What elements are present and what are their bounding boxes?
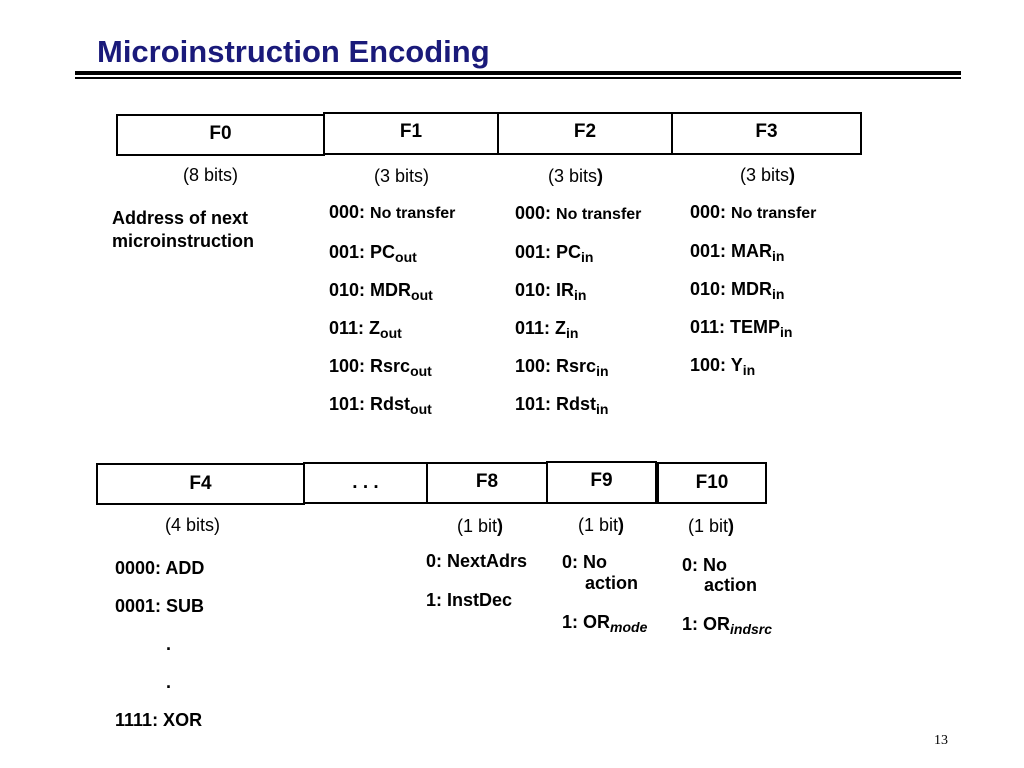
f1-item-code: 011: Z [329,318,381,338]
f2-item [515,242,594,263]
field-label-f10: F10 [695,472,729,493]
f3-item [690,355,755,376]
f1-item-code: 001: PC [329,242,396,262]
f3-item-code: 011: TEMP [690,317,781,337]
field-box-f4 [96,463,305,505]
f3-item [690,241,784,262]
size-f9 [578,515,624,536]
f2-item-sub: in [581,249,594,265]
field-box-f8 [426,462,548,504]
f3-item-sub: in [772,286,785,302]
field-label-ellipsis: . . . [352,472,379,493]
f2-item [515,356,609,377]
size-f3 [740,165,795,186]
f1-item-code: 010: MDR [329,280,412,300]
size-f2-text: (3 bits [548,166,598,186]
size-f2 [548,166,603,187]
f1-item-sub: out [410,363,432,379]
f1-item [329,318,402,339]
size-f0: (8 bits) [183,165,239,185]
size-f3-text: (3 bits [740,165,790,185]
f2-item-code: 011: Z [515,318,567,338]
f2-item-sub: in [566,325,579,341]
f1-item [329,202,455,223]
f4-item: 0001: SUB [115,596,205,616]
f1-item-text: No transfer [370,205,456,222]
field-label-f9: F9 [590,470,613,491]
f2-item-sub: in [574,287,587,303]
f2-item-text: No transfer [556,206,642,223]
f2-item [515,280,586,301]
f1-item-sub: out [395,249,417,265]
page-number: 13 [934,733,948,748]
field-label-f2: F2 [573,121,597,142]
f3-item-sub: in [780,324,793,340]
f0-description [112,207,254,253]
f2-item [515,203,641,224]
f3-item [690,202,816,223]
title-rule-thick [75,71,961,75]
f3-item [690,317,793,338]
f2-item [515,318,578,339]
f8-item: 0: NextAdrs [426,551,528,571]
size-f10-text: (1 bit [688,516,729,536]
f2-item-code: 010: IR [515,280,575,300]
f2-item-sub: in [596,401,609,417]
f9-item-action: action [585,573,639,593]
field-box-f2 [497,112,673,155]
f9-item-or-sub: mode [610,619,648,635]
f10-item-or-code: 1: OR [682,614,731,634]
f3-item-sub: in [742,362,756,378]
size-f8 [457,516,503,537]
field-box-ellipsis [303,462,428,504]
f1-item-sub: out [380,325,402,341]
f3-item-code: 001: MAR [690,241,773,261]
size-f2-paren: ) [597,166,604,186]
page-title: Microinstruction Encoding [97,34,490,69]
f1-item [329,356,432,377]
f3-item [690,279,784,300]
f1-item [329,394,432,415]
f2-item [515,394,608,415]
f2-item-code: 000: [515,203,552,223]
f3-item-code: 000: [690,202,727,222]
f8-item: 1: InstDec [426,590,513,610]
f1-item [329,242,417,263]
field-box-f9 [546,461,657,504]
field-label-f4: F4 [189,473,212,494]
f1-item-code: 100: Rsrc [329,356,411,376]
f4-item: 1111: XOR [115,710,203,730]
f3-item-sub: in [772,248,785,264]
field-label-f0: F0 [209,123,232,144]
size-f1: (3 bits) [374,166,430,186]
f10-item-or [682,614,772,635]
size-f4: (4 bits) [165,515,221,535]
f10-item-no: 0: No [682,555,727,575]
f10-item-or-sub: indsrc [730,621,773,637]
field-label-f3: F3 [755,121,778,142]
field-label-f1: F1 [399,121,423,142]
f0-description-line: Address of next [112,208,249,228]
f1-item-code: 101: Rdst [329,394,411,414]
f9-item-or-code: 1: OR [562,612,611,632]
f10-item-action: action [704,575,758,595]
f1-item [329,280,433,301]
f9-item-or [562,612,647,633]
size-f8-paren: ) [497,516,504,536]
f2-item-code: 100: Rsrc [515,356,597,376]
field-box-f0 [116,114,325,156]
size-f9-text: (1 bit [578,515,619,535]
f4-item: . [166,672,172,692]
field-label-f8: F8 [475,471,499,492]
field-box-f1 [323,112,499,155]
size-f10 [688,516,734,537]
size-f10-paren: ) [728,516,735,536]
f3-item-code: 010: MDR [690,279,773,299]
f2-item-code: 101: Rdst [515,394,597,414]
field-box-f10 [657,462,767,504]
size-f3-paren: ) [789,165,796,185]
f1-item-sub: out [411,287,433,303]
f3-item-text: No transfer [731,205,817,222]
f9-item-no: 0: No [562,552,607,572]
f3-item-code: 100: Y [690,355,743,375]
f4-item: 0000: ADD [115,558,205,578]
f2-item-code: 001: PC [515,242,582,262]
size-f8-text: (1 bit [457,516,498,536]
f4-item: . [166,634,172,654]
f0-description-line: microinstruction [112,231,255,251]
f2-item-sub: in [596,363,609,379]
size-f9-paren: ) [618,515,625,535]
f1-item-sub: out [410,401,432,417]
field-box-f3 [671,112,862,155]
title-rule-thin [75,77,961,79]
f1-item-code: 000: [329,202,366,222]
